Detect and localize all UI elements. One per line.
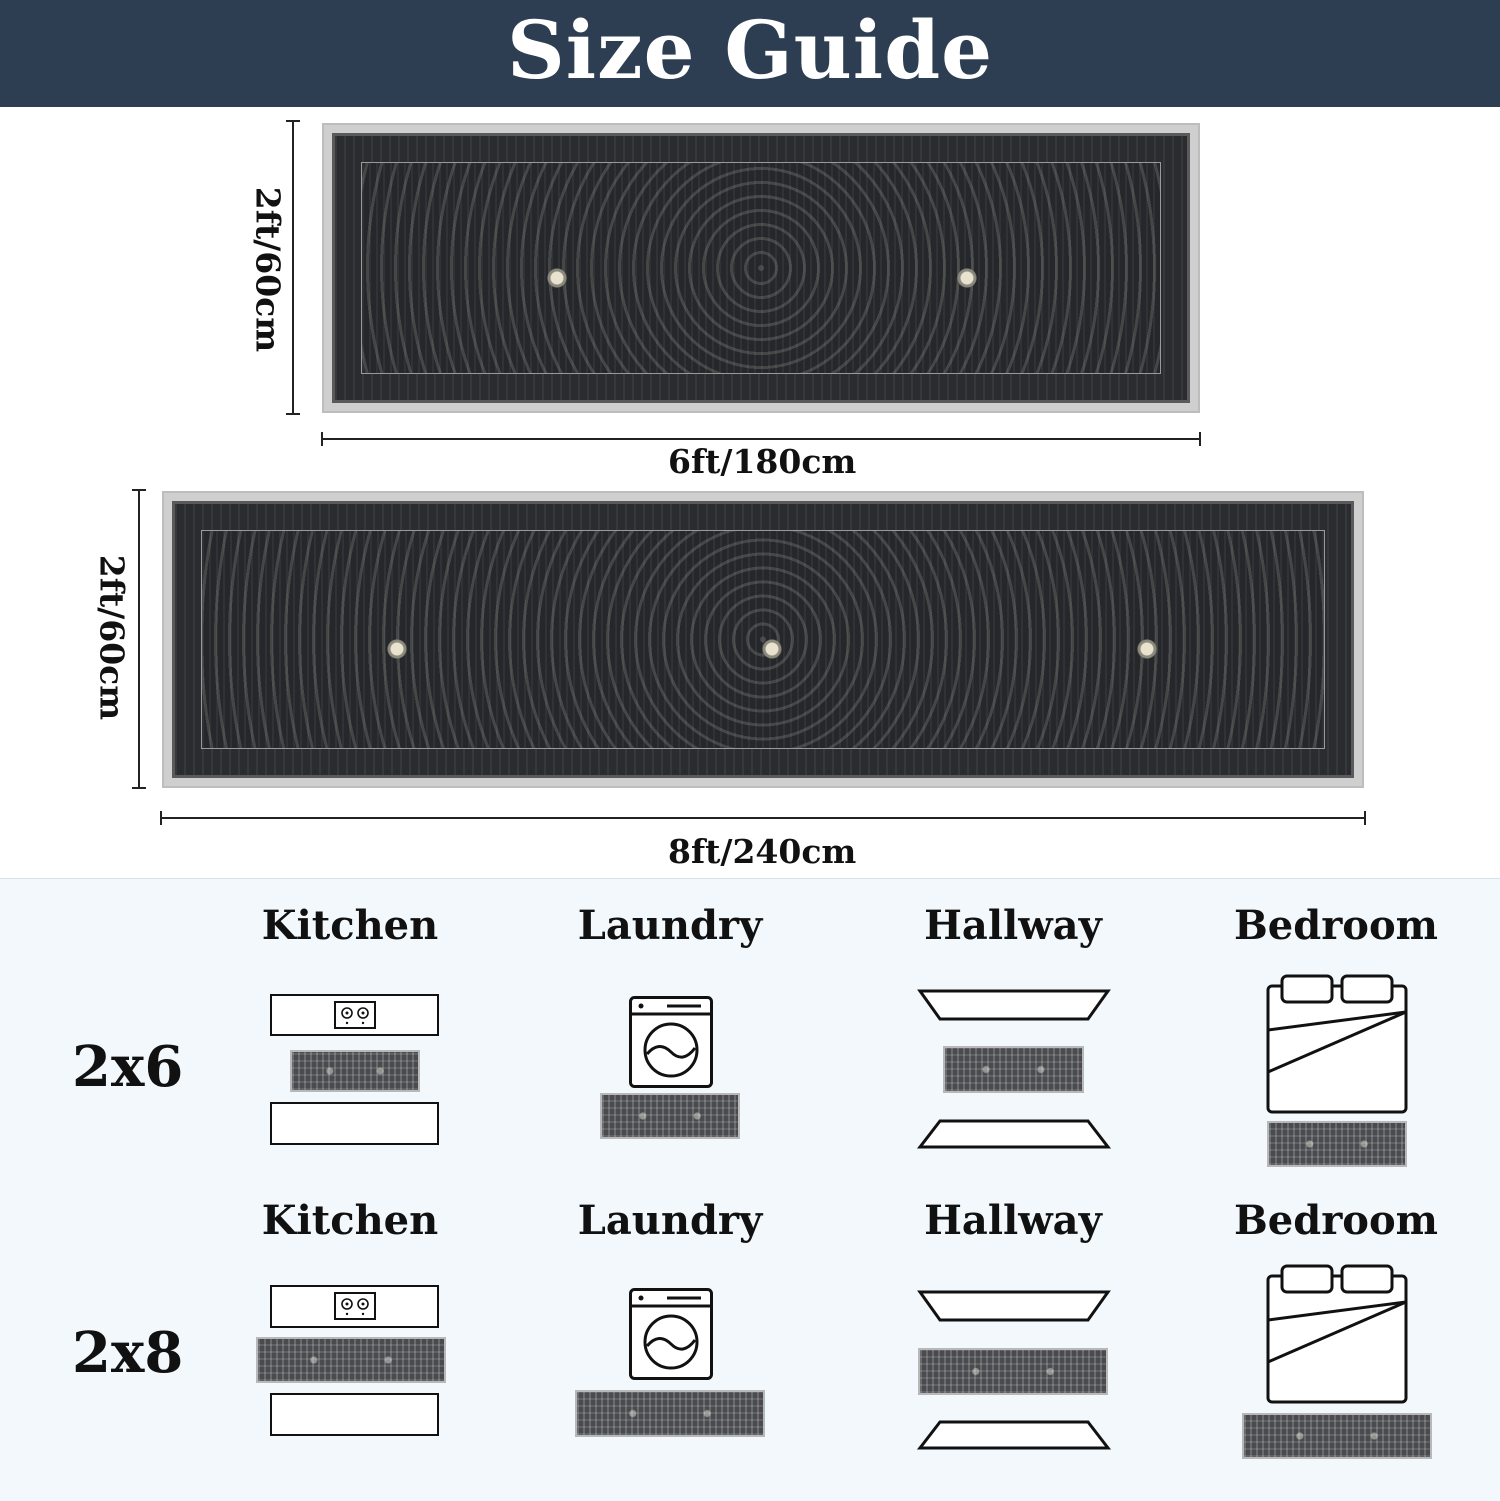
rug-border bbox=[332, 133, 1190, 403]
bed-icon bbox=[1266, 974, 1408, 1116]
room-label-hallway: Hallway bbox=[924, 1197, 1102, 1244]
room-label-laundry: Laundry bbox=[577, 1197, 763, 1244]
stove-icon bbox=[334, 1001, 376, 1029]
mini-rug-bedroom-2x6 bbox=[1267, 1121, 1407, 1167]
mini-rug-hallway-2x6 bbox=[943, 1046, 1084, 1093]
mini-rug-kitchen-2x6 bbox=[290, 1050, 420, 1092]
rug-6ft-width-line bbox=[322, 438, 1200, 440]
room-label-kitchen: Kitchen bbox=[261, 902, 439, 949]
mini-rug-laundry-2x8 bbox=[575, 1390, 765, 1437]
rug-medallion bbox=[1132, 634, 1162, 664]
rug-6ft-width-label: 6ft/180cm bbox=[668, 442, 857, 481]
rug-medallion bbox=[952, 263, 982, 293]
room-label-kitchen: Kitchen bbox=[261, 1197, 439, 1244]
mini-rug-kitchen-2x8 bbox=[256, 1337, 446, 1383]
rug-field bbox=[201, 530, 1325, 749]
rug-field bbox=[361, 162, 1161, 374]
mini-rug-hallway-2x8 bbox=[918, 1348, 1108, 1395]
rug-6ft-image bbox=[322, 123, 1200, 413]
header-bar bbox=[0, 0, 1500, 107]
rug-6ft-height-line bbox=[292, 121, 294, 414]
room-label-bedroom: Bedroom bbox=[1234, 1197, 1438, 1244]
washing-machine-icon bbox=[629, 996, 713, 1088]
rug-medallion bbox=[542, 263, 572, 293]
size-label-2x6: 2x6 bbox=[72, 1034, 184, 1100]
size-label-2x8: 2x8 bbox=[72, 1320, 184, 1386]
page-title: Size Guide bbox=[506, 3, 994, 97]
kitchen-counter bbox=[270, 1393, 439, 1436]
room-label-laundry: Laundry bbox=[577, 902, 763, 949]
rug-8ft-height-label: 2ft/60cm bbox=[92, 554, 132, 721]
room-label-hallway: Hallway bbox=[924, 902, 1102, 949]
rug-border bbox=[172, 501, 1354, 778]
washing-machine-icon bbox=[629, 1288, 713, 1380]
rug-8ft-height-line bbox=[138, 490, 140, 788]
rug-6ft-height-label: 2ft/60cm bbox=[248, 186, 288, 353]
kitchen-counter bbox=[270, 1102, 439, 1145]
stove-icon bbox=[334, 1292, 376, 1320]
rug-medallion bbox=[382, 634, 412, 664]
rug-8ft-width-label: 8ft/240cm bbox=[668, 832, 857, 871]
rug-8ft-image bbox=[162, 491, 1364, 788]
room-label-bedroom: Bedroom bbox=[1234, 902, 1438, 949]
mini-rug-bedroom-2x8 bbox=[1242, 1413, 1432, 1459]
rug-8ft-width-line bbox=[161, 817, 1365, 819]
rug-medallion bbox=[757, 634, 787, 664]
mini-rug-laundry-2x6 bbox=[600, 1093, 740, 1139]
bed-icon bbox=[1266, 1264, 1408, 1406]
